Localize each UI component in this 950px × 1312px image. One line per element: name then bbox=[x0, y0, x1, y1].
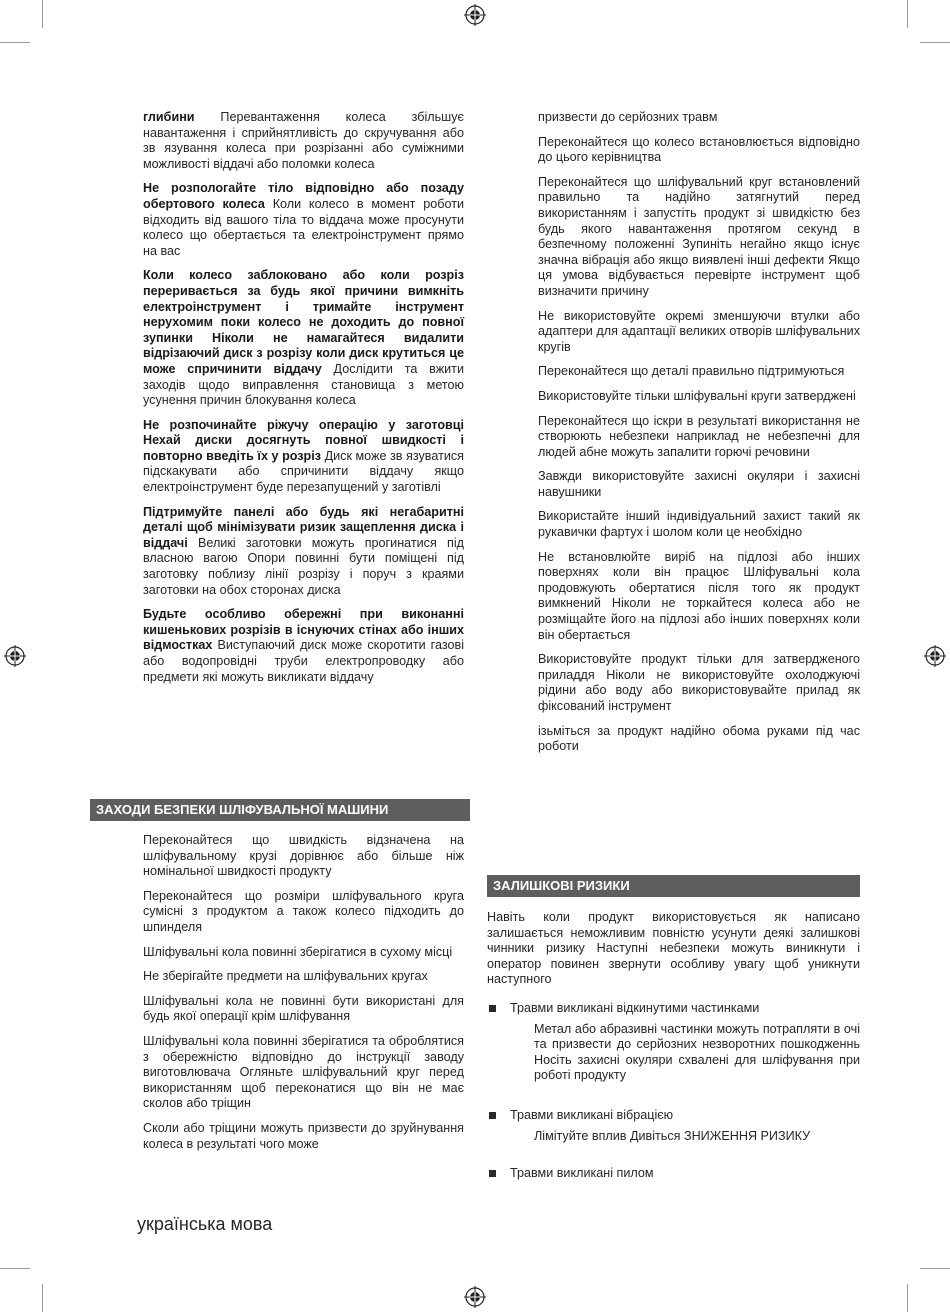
list-item: Переконайтеся що швидкість відзначена на шліфувальному крузі дорівнює або більше ніж номінальної швидкості продукту bbox=[143, 833, 464, 879]
list-item: Використовуйте продукт тільки для затвердженого приладдя Ніколи не використовуйте охолоджуючі рідини або воду або використовувайте прилад як фіксований інструмент bbox=[538, 652, 860, 713]
registration-mark-icon bbox=[924, 645, 946, 667]
warning-text: Перевантаження колеса збільшує навантаження і сприйнятливість до скручування або зв язування колеса при розрізанні або суміжними можливості віддачі або поломки колеса bbox=[143, 110, 464, 171]
warning-bold: Коли колесо заблоковано або коли розріз переривається за будь якої причини вимкніть електроінструмент і тримайте інструмент нерухомим поки колесо не доходить до повної зупинки Ніколи не намагайтеся видалити відрізаючий диск з розрізу коли диск крутиться це може спричинити віддачу bbox=[143, 268, 464, 376]
warning-paragraph bbox=[143, 268, 464, 408]
list-item: Переконайтеся що шліфувальний круг встановлений правильно та надійно затягнутий перед використанням і запустіть продукт зі швидкістю без будь якого навантаження протягом секунд в безпечному положенні Зупиніть негайно якщо існує значна вібрація або якщо виявлені інші дефекти Якщо ця умова відбувається перевірте інструмент щоб визначити причину bbox=[538, 174, 860, 298]
warning-text: Виступаючий диск може скоротити газові або водопровідні труби електропроводку або предмети які можуть викликати віддачу bbox=[143, 638, 464, 684]
crop-mark bbox=[907, 1284, 908, 1312]
list-item: призвести до серйозних травм bbox=[538, 110, 718, 124]
warning-paragraph bbox=[143, 607, 464, 685]
warning-bold: Будьте особливо обережні при виконанні кишенькових розрізів в існуючих стінах або інших відмостках bbox=[143, 607, 464, 653]
risk-title bbox=[487, 1001, 860, 1017]
warning-paragraph bbox=[143, 505, 464, 599]
list-item: Використайте інший індивідуальний захист такий як рукавички фартух і шолом коли це необхідно bbox=[538, 509, 860, 540]
risk-description: Метал або абразивні частинки можуть потрапляти в очі та призвести до серйозних незворотних пошкодженнь Носіть захисні окуляри схвалені для шліфування при роботі продукту bbox=[534, 1021, 860, 1083]
bullet-square-icon bbox=[489, 1170, 496, 1177]
risk-title bbox=[487, 1166, 860, 1182]
warning-bold: Підтримуйте панелі або будь які негабаритні деталі щоб мінімізувати ризик защеплення диска і віддачі bbox=[143, 504, 464, 550]
registration-mark-icon bbox=[464, 1286, 486, 1308]
list-item: Не використовуйте окремі зменшуючи втулки або адаптери для адаптації великих отворів шліфувальних кругів bbox=[538, 308, 860, 354]
list-item: Використовуйте тільки шліфувальні круги затверджені bbox=[538, 388, 856, 403]
bullet-square-icon bbox=[489, 1005, 496, 1012]
crop-mark bbox=[0, 42, 30, 43]
registration-mark-icon bbox=[4, 645, 26, 667]
list-item: Шліфувальні кола не повинні бути використані для будь якої операції крім шліфування bbox=[143, 993, 464, 1024]
list-item: Сколи або тріщини можуть призвести до зруйнування колеса в результаті чого може bbox=[143, 1120, 464, 1151]
risk-title bbox=[487, 1108, 860, 1124]
list-item: Не встановлюйте виріб на підлозі або інших поверхнях коли він працює Шліфувальні кола продовжують обертатися після того як продукт вимкнений Ніколи не торкайтеся колеса або не розміщайте його на підлозі або інших поверхнях коли він обертається bbox=[538, 549, 860, 642]
warning-text: Диск може зв язуватися підскакувати або спричинити віддачу якщо електроінструмент буде перезапущений у заготівлі bbox=[143, 448, 464, 495]
list-item: Переконайтеся що деталі правильно підтримуються bbox=[538, 364, 845, 379]
warning-text: Великі заготовки можуть прогинатися під власною вагою Опори повинні бути поміщені під заготовку поблизу лінії розрізу і поруч з краями заготовки на обох сторонах диска bbox=[143, 535, 464, 597]
risk-description: Лімітуйте вплив Дивіться ЗНИЖЕННЯ РИЗИКУ bbox=[534, 1128, 811, 1143]
crop-mark bbox=[907, 0, 908, 28]
left-column-warnings bbox=[143, 110, 464, 694]
warning-paragraph bbox=[143, 181, 464, 259]
risk-item bbox=[487, 1001, 860, 1084]
list-item: Переконайтеся що розміри шліфувального круга сумісні з продуктом а також колесо підходить до шпинделя bbox=[143, 888, 464, 934]
risk-title-text: Травми викликані вібрацією bbox=[510, 1108, 674, 1122]
list-item: Не зберігайте предмети на шліфувальних кругах bbox=[143, 969, 428, 984]
risk-title-text: Травми викликані відкинутими частинками bbox=[510, 1001, 760, 1015]
crop-mark bbox=[920, 1268, 950, 1269]
list-item: Переконайтеся що іскри в результаті використання не створюють небезпеки наприклад не небезпечні для людей абне можуть запалити горючі речовини bbox=[538, 413, 860, 459]
risk-title-text: Травми викликані пилом bbox=[510, 1166, 654, 1180]
warning-bold: Не розпочинайте ріжучу операцію у заготовці Нехай диски досягнуть повної швидкості і повторно введіть їх у розріз bbox=[143, 417, 464, 463]
crop-mark bbox=[0, 1268, 30, 1269]
crop-mark bbox=[920, 42, 950, 43]
crop-mark bbox=[42, 0, 43, 28]
warning-bold: глибини bbox=[143, 110, 195, 124]
warning-text: Дослідити та вжити заходів щодо виправлення становища з метою усунення причин блокування колеса bbox=[143, 361, 464, 408]
section-heading-grinder-safety: ЗАХОДИ БЕЗПЕКИ ШЛІФУВАЛЬНОЇ МАШИНИ bbox=[90, 799, 470, 821]
crop-mark bbox=[42, 1284, 43, 1312]
grinder-safety-list bbox=[143, 833, 464, 1161]
residual-risks-intro: Навіть коли продукт використовується як написано залишається неможливим повністю усунути деякі залишкові чинники ризику Наступні небезпеки можуть виникнути і оператор повинен звернути особливу увагу щоб уникнути наступного bbox=[487, 910, 860, 987]
list-item: Переконайтеся що колесо встановлюється відповідно до цього керівництва bbox=[538, 134, 860, 165]
list-item: Шліфувальні кола повинні зберігатися в сухому місці bbox=[143, 944, 453, 959]
footer-language-label: українська мова bbox=[137, 1214, 273, 1234]
right-column-safety-list bbox=[538, 110, 860, 764]
bullet-square-icon bbox=[489, 1112, 496, 1119]
list-item: ізьміться за продукт надійно обома руками під час роботи bbox=[538, 723, 860, 754]
warning-bold: Не розпологайте тіло відповідно або позаду обертового колеса bbox=[143, 181, 464, 211]
warning-text: Коли колесо в момент роботи відходить від вашого тіла то віддача може просунути колесо що обертається та електроінструмент прямо на вас bbox=[143, 196, 464, 258]
section-heading-residual-risks: ЗАЛИШКОВІ РИЗИКИ bbox=[487, 875, 860, 897]
list-item: Завжди використовуйте захисні окуляри і захисні навушники bbox=[538, 469, 860, 499]
warning-paragraph bbox=[143, 418, 464, 496]
risk-item bbox=[487, 1108, 860, 1144]
warning-paragraph bbox=[143, 110, 464, 172]
registration-mark-icon bbox=[464, 4, 486, 26]
risk-item bbox=[487, 1166, 860, 1182]
list-item: Шліфувальні кола повинні зберігатися та оброблятися з обережністю відповідно до інструкції заводу виготовлювача Огляньте шліфувальний круг перед використанням щоб переконатися що він не має сколов або тріщин bbox=[143, 1033, 464, 1111]
